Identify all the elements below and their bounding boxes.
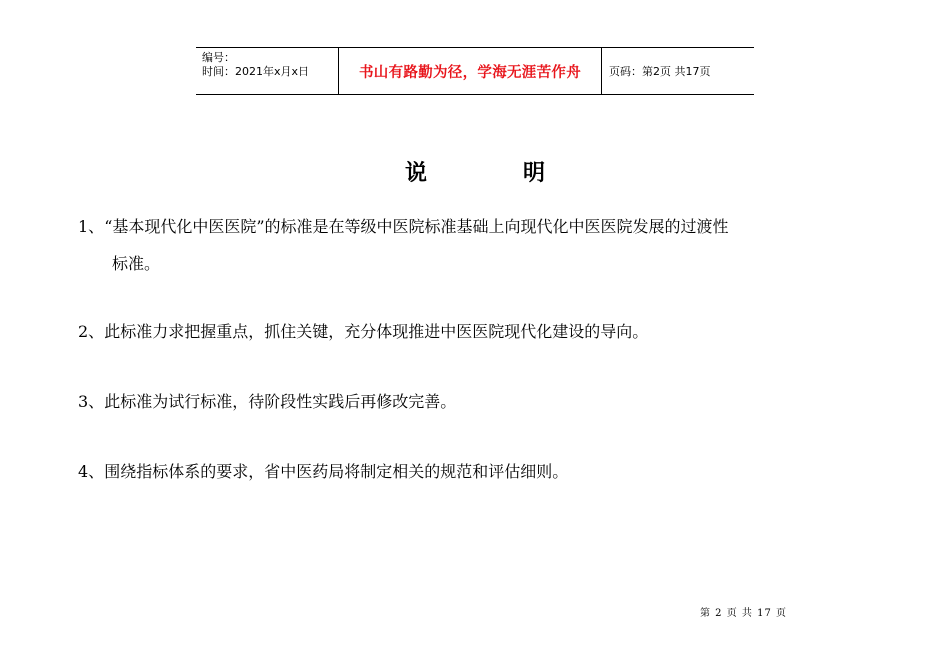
header-motto: 书山有路勤为径，学海无涯苦作舟 [338, 48, 602, 94]
page-header [196, 47, 754, 95]
page-footer: 第 2 页 共 17 页 [700, 608, 787, 619]
document-title: 说明 [404, 160, 641, 186]
time-label: 时间：2021年x月x日 [202, 65, 310, 78]
item-text-continued: 标准。 [112, 254, 161, 273]
list-item [78, 208, 878, 282]
item-text: 此标准为试行标准，待阶段性实践后再修改完善。 [104, 392, 457, 411]
item-number: 1、 [78, 217, 105, 236]
item-number: 2、 [78, 322, 105, 341]
list-item [78, 313, 878, 350]
item-number: 3、 [78, 392, 105, 411]
item-text: 此标准力求把握重点，抓住关键，充分体现推进中医医院现代化建设的导向。 [104, 322, 649, 341]
header-page-info: 页码：第2页 共17页 [609, 65, 711, 78]
item-number: 4、 [78, 462, 105, 481]
item-text: “基本现代化中医医院”的标准是在等级中医院标准基础上向现代化中医医院发展的过渡性 [104, 217, 729, 236]
list-item [78, 453, 878, 490]
code-label: 编号： [202, 51, 235, 64]
list-item [78, 383, 878, 420]
header-meta [196, 48, 338, 94]
item-text: 围绕指标体系的要求，省中医药局将制定相关的规范和评估细则。 [104, 462, 569, 481]
